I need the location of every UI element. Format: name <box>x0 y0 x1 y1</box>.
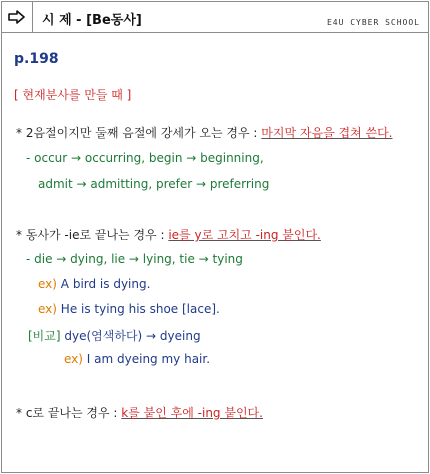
page-reference: p.198 <box>14 51 59 67</box>
rule-condition: c로 끝나는 경우 : <box>25 406 118 420</box>
example-label: ex) <box>64 352 83 366</box>
example-sentence: A bird is dying. <box>60 277 151 291</box>
rule-3 <box>16 404 263 421</box>
compare-text: dye(염색하다) → dyeing <box>64 329 201 343</box>
rule-bullet: * <box>16 126 22 140</box>
rule-1-example-line-2: admit → admitting, prefer → preferring <box>38 177 270 191</box>
brand-label: E4U CYBER SCHOOL <box>326 18 420 27</box>
header-icon-box <box>2 2 33 32</box>
rule-1-example-line-1: - occur → occurring, begin → beginning, <box>26 151 264 165</box>
rule-2 <box>16 226 321 243</box>
rule-2-sentence-2 <box>38 302 220 316</box>
compare-sentence <box>64 352 210 366</box>
page-title: 시 제 - [Be동사] <box>42 13 142 28</box>
compare-line <box>28 327 201 344</box>
rule-condition: 2음절이지만 둘째 음절에 강세가 오는 경우 : <box>25 126 258 140</box>
rule-highlight: ie를 y로 고치고 -ing 붙인다. <box>168 228 321 242</box>
section-title: [ 현재분사를 만들 때 ] <box>14 88 132 102</box>
compare-label: [비교] <box>28 329 61 343</box>
example-sentence: I am dyeing my hair. <box>86 352 211 366</box>
header-bar <box>2 2 428 33</box>
rule-bullet: * <box>16 228 22 242</box>
rule-condition: 동사가 -ie로 끝나는 경우 : <box>25 228 165 242</box>
example-label: ex) <box>38 302 57 316</box>
rule-1 <box>16 124 392 141</box>
example-sentence: He is tying his shoe [lace]. <box>60 302 220 316</box>
rule-highlight: k를 붙인 후에 -ing 붙인다. <box>121 406 263 420</box>
rule-highlight: 마지막 자음을 겹쳐 쓴다. <box>261 126 393 140</box>
lesson-frame <box>1 1 429 473</box>
arrow-right-icon <box>8 10 26 24</box>
rule-2-sentence-1 <box>38 277 150 291</box>
rule-2-example-line-1: - die → dying, lie → lying, tie → tying <box>26 252 243 266</box>
example-label: ex) <box>38 277 57 291</box>
rule-bullet: * <box>16 406 22 420</box>
